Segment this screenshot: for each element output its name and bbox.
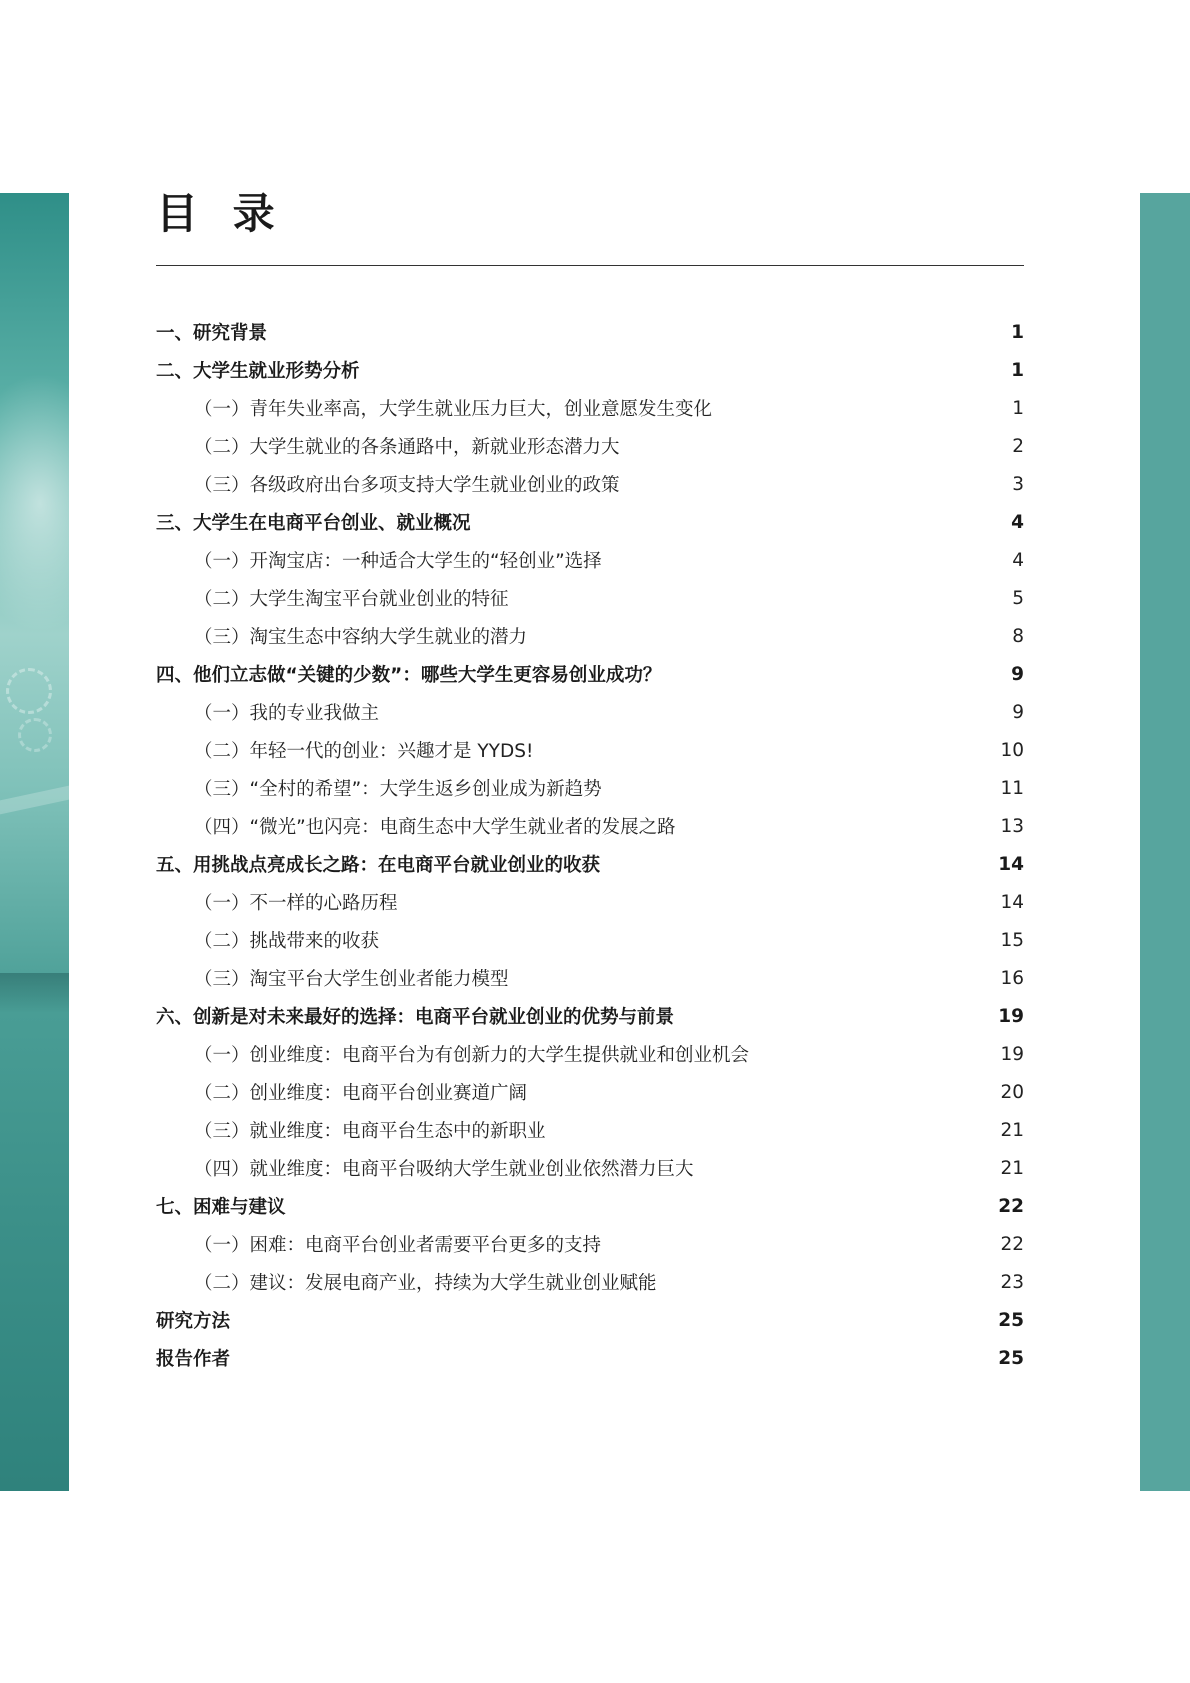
toc-entry[interactable]	[156, 541, 1024, 579]
toc-entry[interactable]	[156, 807, 1024, 845]
gear-icon	[18, 718, 52, 752]
toc-entry-label: （一）创业维度：电商平台为有创新力的大学生提供就业和创业机会	[194, 1045, 750, 1066]
toc-entry-label: （二）创业维度：电商平台创业赛道广阔	[194, 1083, 528, 1104]
toc-entry[interactable]	[156, 503, 1024, 541]
toc-entry[interactable]	[156, 921, 1024, 959]
toc-entry-page: 22	[998, 1195, 1024, 1217]
toc-entry-label: （二）年轻一代的创业：兴趣才是 YYDS!	[194, 741, 534, 762]
toc-entry[interactable]	[156, 1225, 1024, 1263]
toc-entry[interactable]	[156, 655, 1024, 693]
toc-entry-page: 20	[1000, 1081, 1024, 1103]
toc-entry-page: 1	[1011, 359, 1024, 381]
toc-entry-label: （三）各级政府出台多项支持大学生就业创业的政策	[194, 475, 620, 496]
toc-entry-page: 1	[1012, 397, 1024, 419]
toc-entry-page: 5	[1012, 587, 1024, 609]
toc-entry-page: 9	[1012, 701, 1024, 723]
toc-entry-label: （二）建议：发展电商产业，持续为大学生就业创业赋能	[194, 1273, 657, 1294]
toc-entry-label: （一）我的专业我做主	[194, 703, 380, 724]
toc-entry-page: 21	[1000, 1119, 1024, 1141]
toc-entry-label: （三）“全村的希望”：大学生返乡创业成为新趋势	[194, 779, 602, 800]
toc-entry-page: 16	[1000, 967, 1024, 989]
title-divider	[156, 265, 1024, 266]
toc-entry-page: 9	[1011, 663, 1024, 685]
toc-entry[interactable]	[156, 1187, 1024, 1225]
toc-entry-page: 15	[1000, 929, 1024, 951]
toc-entry[interactable]	[156, 883, 1024, 921]
toc-entry-label: 报告作者	[156, 1349, 231, 1370]
toc-entry-label: （四）“微光”也闪亮：电商生态中大学生就业者的发展之路	[194, 817, 676, 838]
toc-entry[interactable]	[156, 1111, 1024, 1149]
toc-entry-label: 五、用挑战点亮成长之路：在电商平台就业创业的收获	[156, 855, 601, 876]
toc-entry-page: 4	[1011, 511, 1024, 533]
toc-entry[interactable]	[156, 845, 1024, 883]
toc-entry-page: 21	[1000, 1157, 1024, 1179]
toc-entry-label: （三）淘宝平台大学生创业者能力模型	[194, 969, 509, 990]
toc-entry-label: 三、大学生在电商平台创业、就业概况	[156, 513, 471, 534]
toc-entry-label: （三）就业维度：电商平台生态中的新职业	[194, 1121, 546, 1142]
toc-entry[interactable]	[156, 579, 1024, 617]
gear-icon	[6, 668, 52, 714]
toc-entry-label: 六、创新是对未来最好的选择：电商平台就业创业的优势与前景	[156, 1007, 675, 1028]
toc-entry-page: 8	[1012, 625, 1024, 647]
toc-entry-page: 25	[998, 1309, 1024, 1331]
toc-entry-page: 23	[1000, 1271, 1024, 1293]
toc-entry-label: 七、困难与建议	[156, 1197, 286, 1218]
toc-entry[interactable]	[156, 389, 1024, 427]
toc-entry-label: （三）淘宝生态中容纳大学生就业的潜力	[194, 627, 528, 648]
toc-entry[interactable]	[156, 465, 1024, 503]
toc-entry-page: 19	[998, 1005, 1024, 1027]
toc-entry[interactable]	[156, 1301, 1024, 1339]
right-decorative-band	[1140, 193, 1190, 1491]
toc-entry-page: 1	[1011, 321, 1024, 343]
toc-entry[interactable]	[156, 351, 1024, 389]
toc-entry-label: （一）不一样的心路历程	[194, 893, 398, 914]
toc-entry-page: 4	[1012, 549, 1024, 571]
toc-entry-label: 四、他们立志做“关键的少数”：哪些大学生更容易创业成功？	[156, 665, 662, 686]
toc-entry[interactable]	[156, 769, 1024, 807]
toc-entry[interactable]	[156, 617, 1024, 655]
toc-entry[interactable]	[156, 997, 1024, 1035]
band-shadow	[0, 973, 69, 1013]
toc-entry-page: 22	[1000, 1233, 1024, 1255]
toc-entry-page: 3	[1012, 473, 1024, 495]
toc-entry-label: （二）挑战带来的收获	[194, 931, 380, 952]
toc-entry-page: 25	[998, 1347, 1024, 1369]
toc-entry-label: 二、大学生就业形势分析	[156, 361, 360, 382]
toc-entry-page: 10	[1000, 739, 1024, 761]
toc-entry[interactable]	[156, 1263, 1024, 1301]
band-glow	[0, 373, 69, 633]
toc-entry[interactable]	[156, 959, 1024, 997]
toc-entry[interactable]	[156, 427, 1024, 465]
toc-entry-page: 14	[998, 853, 1024, 875]
toc-entry-label: 研究方法	[156, 1311, 231, 1332]
toc-entry[interactable]	[156, 313, 1024, 351]
toc-entry-label: （二）大学生淘宝平台就业创业的特征	[194, 589, 509, 610]
toc-entry-page: 19	[1000, 1043, 1024, 1065]
toc-entry-page: 11	[1000, 777, 1024, 799]
page-title: 目 录	[156, 189, 285, 238]
toc-entry-label: （一）青年失业率高，大学生就业压力巨大，创业意愿发生变化	[194, 399, 713, 420]
toc-entry[interactable]	[156, 1149, 1024, 1187]
toc-entry-label: （一）困难：电商平台创业者需要平台更多的支持	[194, 1235, 602, 1256]
toc-entry-label: （二）大学生就业的各条通路中，新就业形态潜力大	[194, 437, 620, 458]
toc-entry-page: 2	[1012, 435, 1024, 457]
toc-entry-label: （四）就业维度：电商平台吸纳大学生就业创业依然潜力巨大	[194, 1159, 694, 1180]
toc-entry-page: 13	[1000, 815, 1024, 837]
left-decorative-band	[0, 193, 69, 1491]
toc-entry[interactable]	[156, 1073, 1024, 1111]
table-of-contents	[156, 313, 1024, 1377]
toc-entry[interactable]	[156, 1035, 1024, 1073]
toc-entry[interactable]	[156, 693, 1024, 731]
toc-entry[interactable]	[156, 731, 1024, 769]
toc-entry-label: 一、研究背景	[156, 323, 268, 344]
toc-entry-label: （一）开淘宝店：一种适合大学生的“轻创业”选择	[194, 551, 602, 572]
toc-entry[interactable]	[156, 1339, 1024, 1377]
toc-entry-page: 14	[1000, 891, 1024, 913]
band-stripe	[0, 786, 69, 815]
